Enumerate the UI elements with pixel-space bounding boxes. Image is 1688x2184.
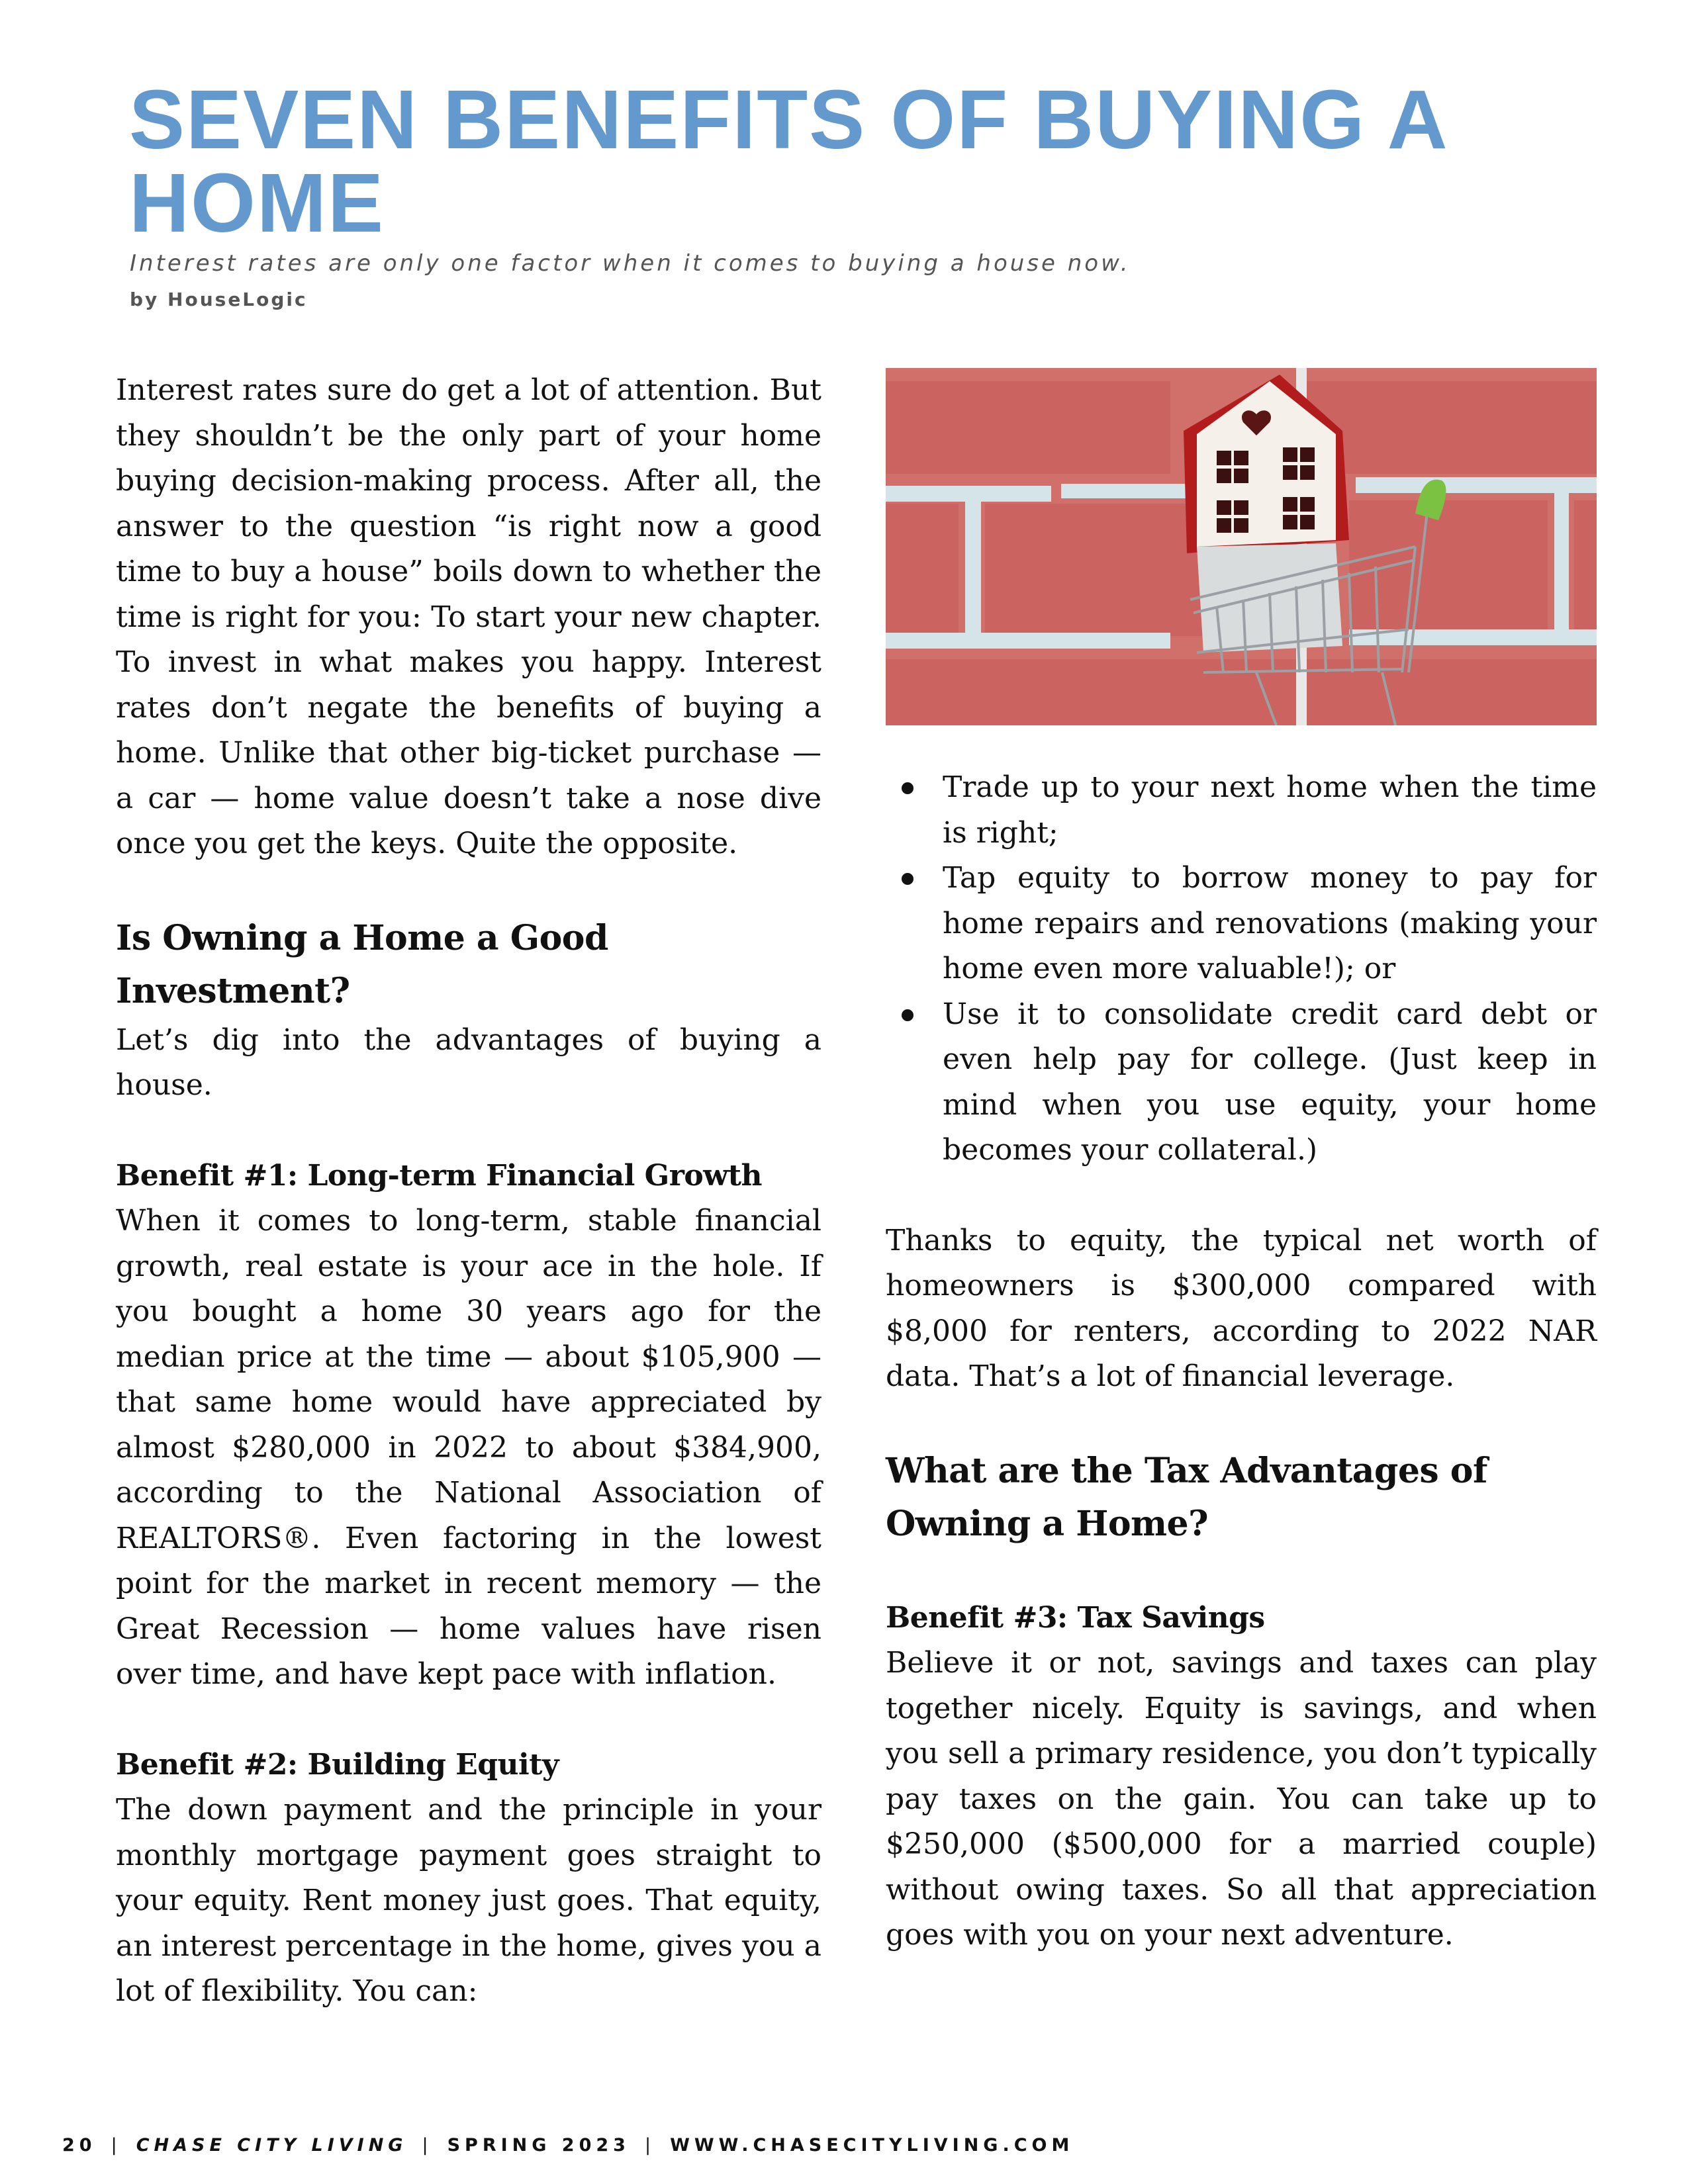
page-number: 20 xyxy=(62,2135,97,2156)
article-title: SEVEN BENEFITS OF BUYING A HOME xyxy=(129,73,1446,250)
photo-illustration xyxy=(886,368,1597,725)
left-column xyxy=(116,368,821,2015)
benefit-2-paragraph: The down payment and the principle in your monthly mortgage payment goes straight to your equity. Rent money just goes. That equity, an interest percentage in the home, gives you a lot of flexibility. You can: xyxy=(116,1793,821,2008)
equity-uses-list xyxy=(886,765,1597,1173)
article-subtitle: Interest rates are only one factor when it comes to buying a house now. xyxy=(130,250,1131,277)
intro-paragraph: Interest rates sure do get a lot of attention. But they shouldn’t be the only part of your home buying decision-making process. After all, the answer to the question “is right now a good time to buy a house” boils down to whether the time is right for you: To start your new chapter. To invest in what makes you happy. Interest rates don’t negate the benefits of buying a home. Unlike that other big-ticket purchase — a car — home value doesn’t take a nose dive once you get the keys. Quite the opposite. xyxy=(116,373,821,860)
article-byline: by HouseLogic xyxy=(130,289,308,310)
website-link[interactable]: WWW.CHASECITYLIVING.COM xyxy=(670,2135,1074,2156)
bullet-icon xyxy=(902,782,914,794)
benefit-3-paragraph: Believe it or not, savings and taxes can play together nicely. Equity is savings, and when you sell a primary residence, you don’t typically pay taxes on the gain. You can take up to $250,000 ($500,000 for a married couple) without owing taxes. So all that appreciation goes with you on your next adventure. xyxy=(886,1646,1597,1952)
publication-name: CHASE CITY LIVING xyxy=(136,2135,408,2156)
page-footer xyxy=(62,2135,1074,2156)
footer-separator: | xyxy=(422,2135,433,2156)
equity-paragraph: Thanks to equity, the typical net worth of homeowners is $300,000 compared with $8,000 for renters, according to 2022 NAR data. That’s a lot of financial leverage. xyxy=(886,1223,1597,1393)
bullet-icon xyxy=(902,873,914,885)
benefit-1-paragraph: When it comes to long-term, stable financial growth, real estate is your ace in the hole. If you bought a home 30 years ago for the median price at the time — about $105,900 — that same home would have appreciated by almost $280,000 in 2022 to about $384,900, according to the National Association of REALTORS®. Even factoring in the lowest point for the market in recent memory — the Great Recession — home values have risen over time, and have kept pace with inflation. xyxy=(116,1204,821,1691)
right-column xyxy=(886,368,1597,1958)
list-item: Trade up to your next home when the time is right; xyxy=(886,765,1597,856)
benefit-2-heading: Benefit #2: Building Equity xyxy=(116,1747,559,1782)
section-intro-paragraph: Let’s dig into the advantages of buying a house. xyxy=(116,1023,821,1102)
bullet-icon xyxy=(902,1009,914,1021)
house-in-cart-photo xyxy=(886,368,1597,725)
benefit-3-heading: Benefit #3: Tax Savings xyxy=(886,1600,1265,1635)
issue-label: SPRING 2023 xyxy=(447,2135,630,2156)
section-heading-investment: Is Owning a Home a Good Investment? xyxy=(116,917,608,1011)
list-item: Tap equity to borrow money to pay for home repairs and renovations (making your home even more valuable!); or xyxy=(886,856,1597,992)
benefit-1-heading: Benefit #1: Long-term Financial Growth xyxy=(116,1158,762,1193)
list-item: Use it to consolidate credit card debt or even help pay for college. (Just keep in mind when you use equity, your home becomes your collateral.) xyxy=(886,992,1597,1173)
section-heading-tax: What are the Tax Advantages of Owning a Home? xyxy=(886,1450,1487,1544)
footer-separator: | xyxy=(111,2135,122,2156)
footer-separator: | xyxy=(644,2135,656,2156)
